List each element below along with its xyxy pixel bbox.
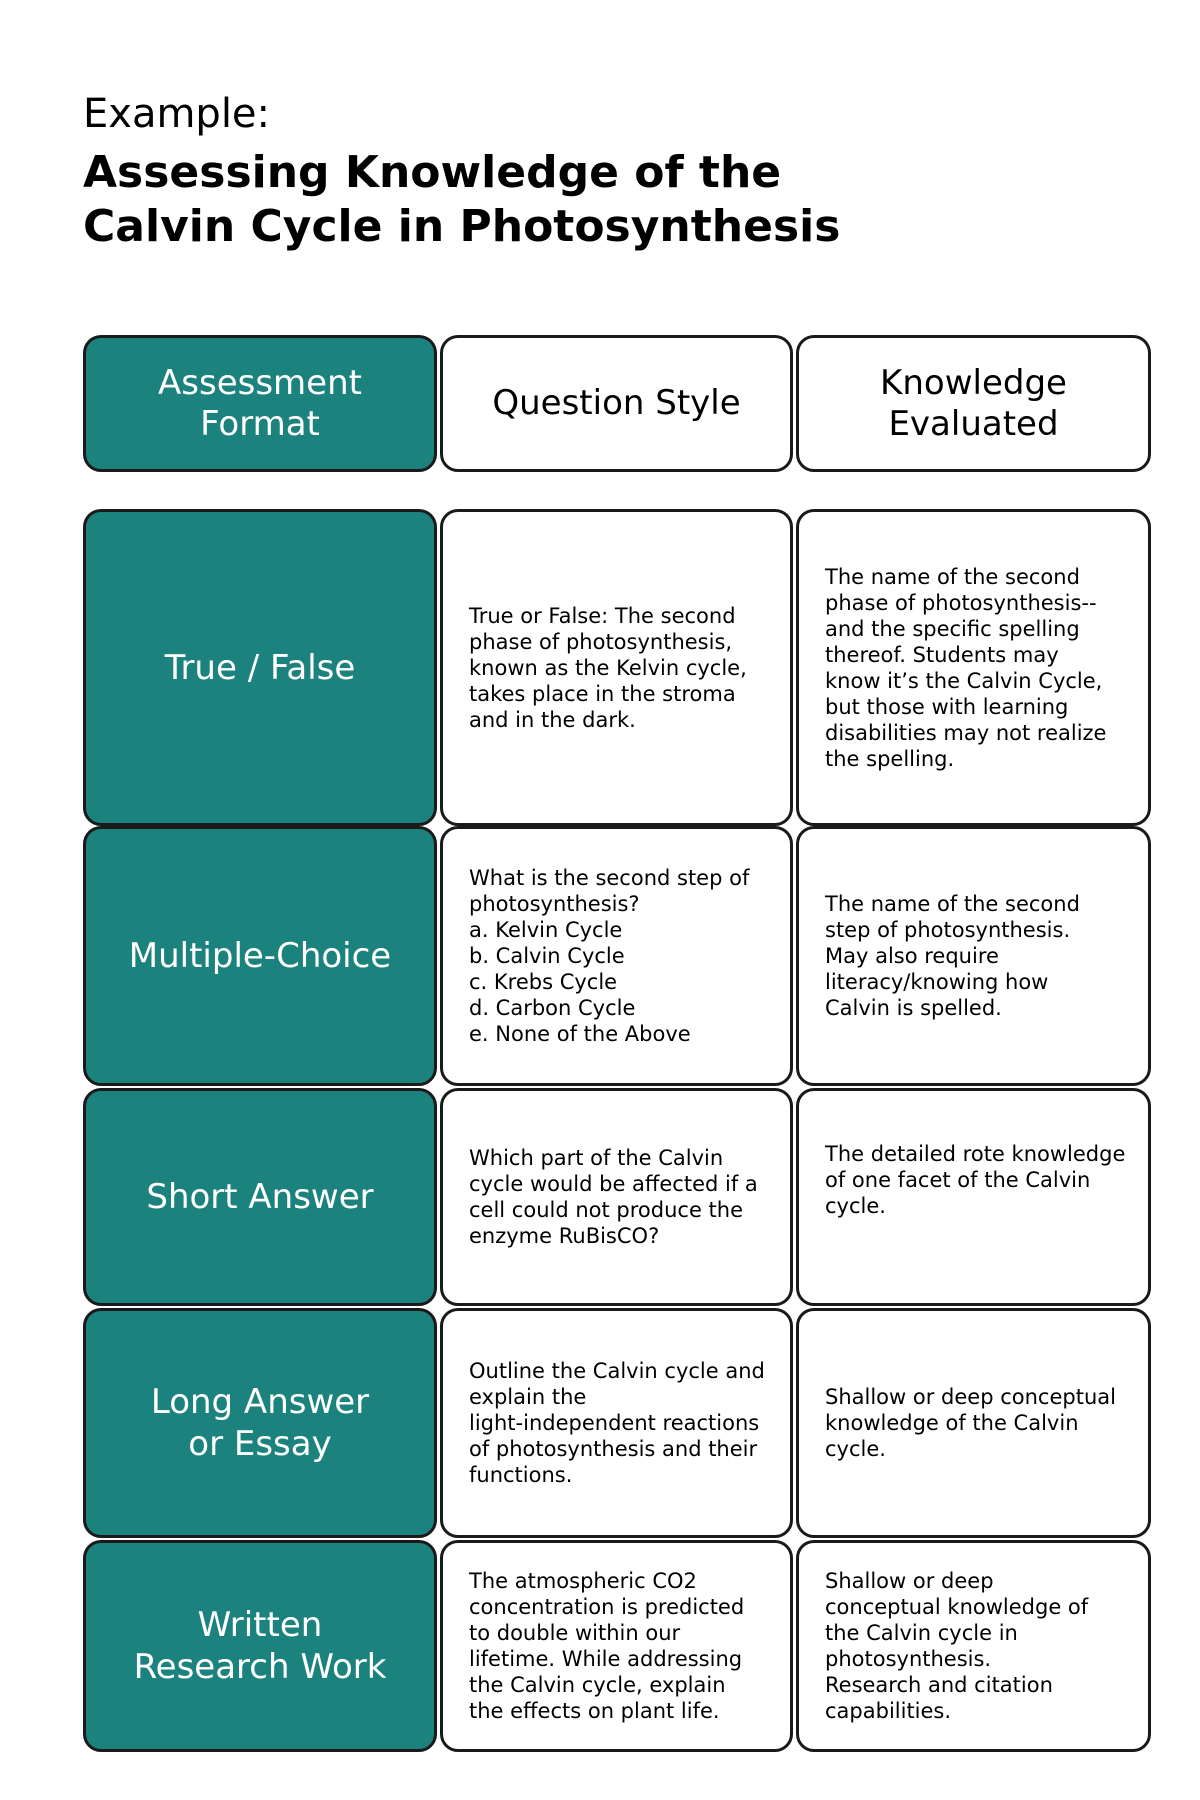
question-line: The atmospheric CO2 (469, 1569, 697, 1593)
page-title (83, 146, 840, 254)
knowledge-line: the spelling. (825, 746, 955, 771)
knowledge-line: Shallow or deep (825, 1569, 994, 1593)
question-line: b. Calvin Cycle (469, 944, 625, 968)
row-format-written-research (83, 1540, 437, 1752)
knowledge-line: and the specific spelling (825, 616, 1080, 641)
row-format-label: Research Work (133, 1647, 387, 1687)
knowledge-line: of one facet of the Calvin (825, 1168, 1091, 1192)
knowledge-line: cycle. (825, 1194, 886, 1218)
question-line: lifetime. While addressing (469, 1647, 743, 1671)
row-knowledge-written-research (796, 1540, 1151, 1752)
row-format-true-false (83, 509, 437, 826)
row-format-label: Written (197, 1605, 323, 1645)
row-format-multiple-choice (83, 826, 437, 1086)
knowledge-line: knowledge of the Calvin (825, 1411, 1079, 1435)
header-knowledge-line: Evaluated (888, 403, 1059, 444)
knowledge-line: The detailed rote knowledge (825, 1142, 1126, 1166)
question-line: concentration is predicted (469, 1595, 745, 1619)
title-label: Example: (83, 91, 271, 137)
question-line: of photosynthesis and their (469, 1437, 758, 1461)
question-line: True or False: The second (469, 603, 736, 628)
question-line: a. Kelvin Cycle (469, 918, 623, 942)
knowledge-line: disabilities may not realize (825, 720, 1107, 745)
row-question-short-answer (440, 1088, 793, 1306)
knowledge-line: Shallow or deep conceptual (825, 1385, 1116, 1409)
header-style-line: Question Style (492, 383, 741, 423)
question-line: enzyme RuBisCO? (469, 1224, 660, 1248)
question-line: e. None of the Above (469, 1022, 691, 1046)
question-line: functions. (469, 1463, 573, 1487)
question-line: the Calvin cycle, explain (469, 1673, 726, 1697)
header-knowledge-line: Knowledge (880, 362, 1067, 403)
knowledge-line: step of photosynthesis. (825, 918, 1071, 942)
knowledge-line: thereof. Students may (825, 642, 1059, 667)
question-line: cycle would be affected if a (469, 1172, 758, 1196)
question-line: known as the Kelvin cycle, (469, 655, 747, 680)
knowledge-line: know it’s the Calvin Cycle, (825, 668, 1103, 693)
row-knowledge-short-answer (796, 1088, 1151, 1306)
header-format-line: Format (200, 403, 320, 444)
row-format-label: or Essay (188, 1424, 332, 1464)
question-line: and in the dark. (469, 707, 636, 732)
row-format-label: True / False (164, 647, 356, 688)
question-line: explain the (469, 1385, 587, 1409)
question-line: phase of photosynthesis, (469, 629, 733, 654)
row-knowledge-long-answer (796, 1308, 1151, 1538)
header-knowledge-evaluated (796, 335, 1151, 472)
row-format-label: Multiple-Choice (128, 936, 392, 976)
header-assessment-format (83, 335, 437, 472)
question-line: cell could not produce the (469, 1198, 744, 1222)
question-line: What is the second step of (469, 866, 750, 890)
page-title-line: Calvin Cycle in Photosynthesis (83, 201, 841, 252)
knowledge-line: Calvin is spelled. (825, 996, 1002, 1020)
header-question-style (440, 335, 793, 472)
knowledge-line: Research and citation (825, 1673, 1053, 1697)
knowledge-line: but those with learning (825, 694, 1069, 719)
knowledge-line: cycle. (825, 1437, 886, 1461)
row-format-label: Short Answer (146, 1177, 374, 1217)
row-question-written-research (440, 1540, 793, 1752)
question-line: Which part of the Calvin (469, 1146, 724, 1170)
question-line: c. Krebs Cycle (469, 970, 618, 994)
row-format-label: Long Answer (150, 1382, 370, 1422)
knowledge-line: phase of photosynthesis-- (825, 590, 1097, 615)
header-format-line: Assessment (158, 362, 362, 403)
row-question-long-answer (440, 1308, 793, 1538)
question-line: d. Carbon Cycle (469, 996, 636, 1020)
knowledge-line: May also require (825, 944, 999, 968)
knowledge-line: The name of the second (825, 564, 1080, 589)
knowledge-line: literacy/knowing how (825, 970, 1049, 994)
row-question-multiple-choice (440, 826, 793, 1086)
knowledge-line: The name of the second (825, 892, 1080, 916)
row-format-long-answer (83, 1308, 437, 1538)
knowledge-line: the Calvin cycle in (825, 1621, 1018, 1645)
question-line: photosynthesis? (469, 892, 640, 916)
page-title-line: Assessing Knowledge of the (83, 147, 782, 198)
row-format-short-answer (83, 1088, 437, 1306)
page-title-block (83, 88, 840, 254)
question-line: takes place in the stroma (469, 681, 736, 706)
row-knowledge-multiple-choice (796, 826, 1151, 1086)
question-line: the effects on plant life. (469, 1699, 720, 1723)
row-knowledge-true-false (796, 509, 1151, 826)
knowledge-line: photosynthesis. (825, 1647, 992, 1671)
question-line: Outline the Calvin cycle and (469, 1359, 765, 1383)
knowledge-line: conceptual knowledge of (825, 1595, 1089, 1619)
question-line: light-independent reactions (469, 1411, 760, 1435)
row-question-true-false (440, 509, 793, 826)
knowledge-line: capabilities. (825, 1699, 952, 1723)
question-line: to double within our (469, 1621, 681, 1645)
